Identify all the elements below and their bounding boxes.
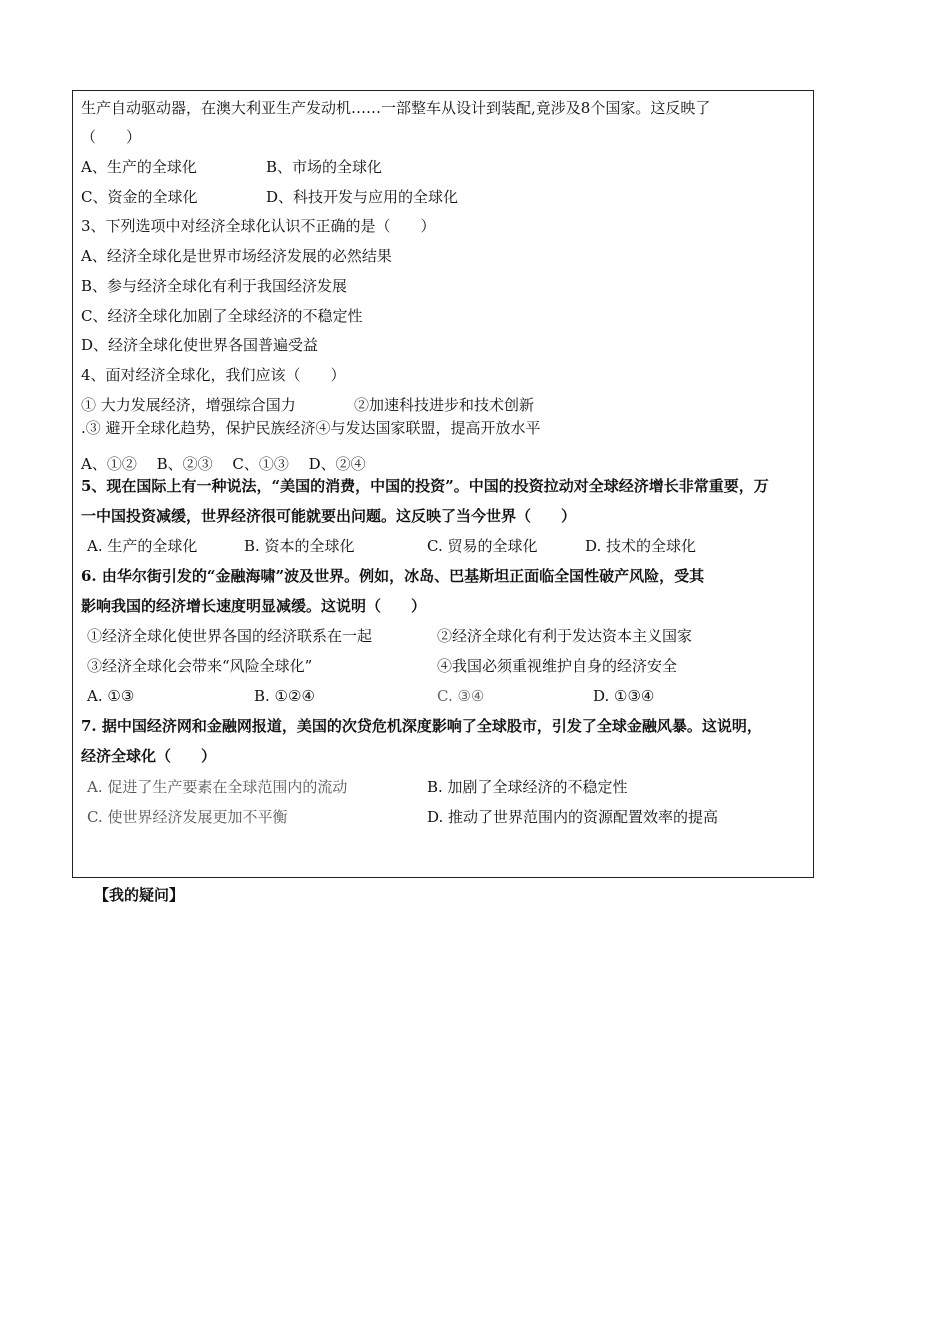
q4-options: A、①② B、②③ C、①③ D、②④	[81, 455, 366, 473]
q7-option-b: B. 加剧了全球经济的不稳定性	[427, 778, 628, 796]
q7-stem-line1: 7. 据中国经济网和金融网报道，美国的次贷危机深度影响了全球股市，引发了全球金融风暴。这说明，	[81, 717, 762, 735]
q5-stem-line2: 一中国投资减缓，世界经济很可能就要出问题。这反映了当今世界（ ）	[81, 507, 577, 525]
q2-stem-line2: （ ）	[81, 128, 142, 146]
q6-item-2: ②经济全球化有利于发达资本主义国家	[437, 627, 693, 645]
q5-stem-line1: 5、现在国际上有一种说法，“美国的消费，中国的投资”。中国的投资拉动对全球经济增长非常重要，万	[81, 477, 769, 495]
q6-option-c: C. ③④	[437, 687, 485, 705]
q4-stem: 4、面对经济全球化，我们应该（ ）	[81, 366, 346, 384]
q7-stem-line2: 经济全球化（ ）	[81, 747, 217, 765]
q7-option-c: C. 使世界经济发展更加不平衡	[87, 808, 288, 826]
q6-option-d: D. ①③④	[593, 687, 655, 705]
q3-option-c: C、经济全球化加剧了全球经济的不稳定性	[81, 307, 363, 325]
q6-option-b: B. ①②④	[254, 687, 315, 705]
q3-option-d: D、经济全球化使世界各国普遍受益	[81, 336, 319, 354]
q3-option-b: B、参与经济全球化有利于我国经济发展	[81, 277, 348, 295]
q6-stem-line2: 影响我国的经济增长速度明显减缓。这说明（ ）	[81, 597, 427, 615]
q4-item-1: ① 大力发展经济，增强综合国力	[81, 396, 296, 414]
q2-option-d: D、科技开发与应用的全球化	[266, 188, 459, 206]
q5-option-c: C. 贸易的全球化	[427, 537, 538, 555]
q5-option-d: D. 技术的全球化	[585, 537, 697, 555]
q6-stem-line1: 6. 由华尔街引发的“金融海啸”波及世界。例如，冰岛、巴基斯坦正面临全国性破产风险，受其	[81, 567, 705, 585]
my-questions-heading: 【我的疑问】	[94, 886, 185, 904]
q7-option-d: D. 推动了世界范围内的资源配置效率的提高	[427, 808, 719, 826]
q2-option-a: A、生产的全球化	[81, 158, 197, 176]
q3-option-a: A、经济全球化是世界市场经济发展的必然结果	[81, 247, 392, 265]
q5-option-b: B. 资本的全球化	[244, 537, 355, 555]
q2-option-b: B、市场的全球化	[266, 158, 383, 176]
q6-option-a: A. ①③	[87, 687, 135, 705]
q4-item-2: ②加速科技进步和技术创新	[354, 396, 535, 414]
q6-item-3: ③经济全球化会带来“风险全球化”	[87, 657, 313, 675]
q6-item-1: ①经济全球化使世界各国的经济联系在一起	[87, 627, 373, 645]
q2-stem-line1: 生产自动驱动器，在澳大利亚生产发动机……一部整车从设计到装配,竟涉及8个国家。这反映了	[81, 99, 711, 117]
q2-option-c: C、资金的全球化	[81, 188, 198, 206]
q6-item-4: ④我国必须重视维护自身的经济安全	[437, 657, 678, 675]
q5-option-a: A. 生产的全球化	[87, 537, 198, 555]
q3-stem: 3、下列选项中对经济全球化认识不正确的是（ ）	[81, 217, 436, 235]
q7-option-a: A. 促进了生产要素在全球范围内的流动	[87, 778, 348, 796]
q4-items-3-4: .③ 避开全球化趋势，保护民族经济④与发达国家联盟，提高开放水平	[81, 419, 541, 437]
